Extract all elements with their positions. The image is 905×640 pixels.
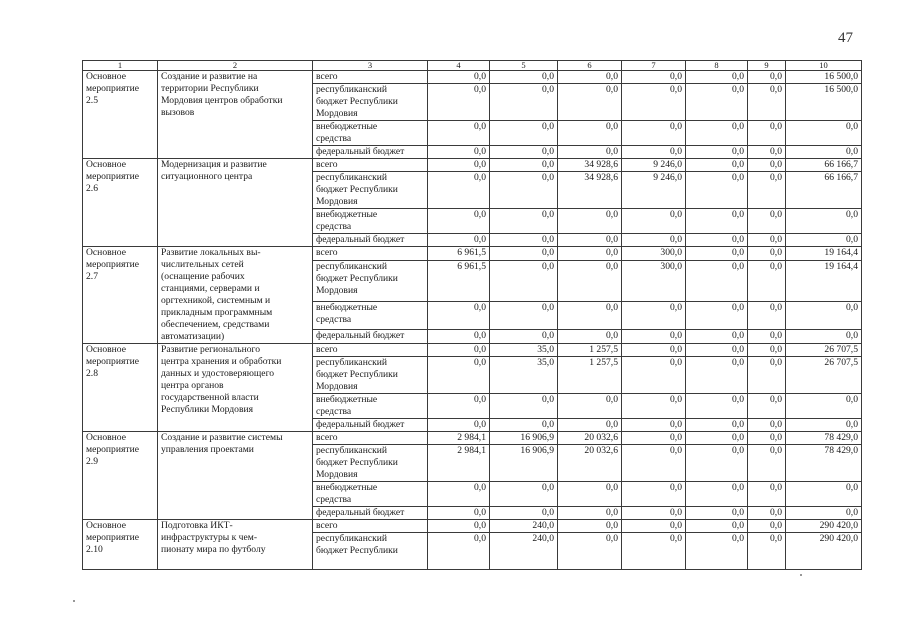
amount-cell: 0,0 (490, 247, 558, 261)
table-row (83, 159, 862, 172)
amount-cell: 0,0 (622, 507, 686, 520)
amount-cell: 0,0 (748, 209, 786, 234)
activity-cell: Основное мероприятие 2.7 (83, 247, 158, 344)
amount-cell: 0,0 (558, 394, 622, 419)
amount-cell: 66 166,7 (786, 159, 862, 172)
amount-cell: 0,0 (428, 482, 490, 507)
amount-cell: 0,0 (786, 419, 862, 432)
amount-cell: 1 257,5 (558, 357, 622, 394)
table-row (83, 344, 862, 357)
amount-cell: 0,0 (622, 482, 686, 507)
funding-source-cell: республиканский бюджет Республики Мордовия (313, 84, 428, 121)
column-number-row (83, 61, 862, 71)
amount-cell: 0,0 (748, 344, 786, 357)
amount-cell: 34 928,6 (558, 172, 622, 209)
amount-cell: 0,0 (558, 209, 622, 234)
amount-cell: 0,0 (748, 520, 786, 533)
amount-cell: 0,0 (558, 146, 622, 159)
amount-cell: 0,0 (428, 71, 490, 84)
amount-cell: 6 961,5 (428, 247, 490, 261)
amount-cell: 0,0 (622, 121, 686, 146)
funding-source-cell: федеральный бюджет (313, 329, 428, 343)
amount-cell: 0,0 (622, 533, 686, 570)
amount-cell: 0,0 (686, 146, 748, 159)
amount-cell: 78 429,0 (786, 445, 862, 482)
amount-cell: 20 032,6 (558, 432, 622, 445)
amount-cell: 0,0 (686, 84, 748, 121)
amount-cell: 0,0 (686, 329, 748, 343)
column-header: 9 (748, 61, 786, 71)
amount-cell: 0,0 (490, 121, 558, 146)
amount-cell: 19 164,4 (786, 261, 862, 302)
amount-cell: 0,0 (428, 302, 490, 330)
amount-cell: 0,0 (558, 247, 622, 261)
amount-cell: 290 420,0 (786, 533, 862, 570)
amount-cell: 0,0 (748, 146, 786, 159)
amount-cell: 0,0 (748, 302, 786, 330)
funding-source-cell: республиканский бюджет Республики Мордовия (313, 172, 428, 209)
amount-cell: 0,0 (428, 520, 490, 533)
amount-cell: 0,0 (558, 482, 622, 507)
amount-cell: 0,0 (686, 419, 748, 432)
amount-cell: 2 984,1 (428, 445, 490, 482)
amount-cell: 19 164,4 (786, 247, 862, 261)
amount-cell: 0,0 (748, 234, 786, 247)
amount-cell: 0,0 (558, 234, 622, 247)
amount-cell: 0,0 (686, 159, 748, 172)
amount-cell: 6 961,5 (428, 261, 490, 302)
amount-cell: 0,0 (786, 209, 862, 234)
scan-speck (800, 574, 802, 576)
amount-cell: 0,0 (490, 302, 558, 330)
funding-source-cell: республиканский бюджет Республики Мордовия (313, 357, 428, 394)
amount-cell: 0,0 (428, 84, 490, 121)
funding-source-cell: всего (313, 520, 428, 533)
amount-cell: 0,0 (686, 71, 748, 84)
amount-cell: 0,0 (748, 533, 786, 570)
amount-cell: 0,0 (428, 209, 490, 234)
amount-cell: 0,0 (428, 419, 490, 432)
table-row (83, 71, 862, 84)
funding-source-cell: республиканский бюджет Республики Мордовия (313, 261, 428, 302)
activity-title-cell: Развитие регионального центра хранения и обработки данных и удостоверяющего центра органов государственной власти Республики Мордовия (158, 344, 313, 432)
amount-cell: 300,0 (622, 247, 686, 261)
amount-cell: 0,0 (686, 302, 748, 330)
amount-cell: 0,0 (748, 445, 786, 482)
amount-cell: 0,0 (490, 507, 558, 520)
amount-cell: 35,0 (490, 344, 558, 357)
amount-cell: 20 032,6 (558, 445, 622, 482)
amount-cell: 0,0 (748, 247, 786, 261)
amount-cell: 16 906,9 (490, 432, 558, 445)
amount-cell: 0,0 (622, 394, 686, 419)
funding-source-cell: всего (313, 159, 428, 172)
amount-cell: 0,0 (686, 357, 748, 394)
amount-cell: 0,0 (490, 329, 558, 343)
amount-cell: 0,0 (490, 234, 558, 247)
amount-cell: 0,0 (786, 329, 862, 343)
amount-cell: 0,0 (686, 520, 748, 533)
amount-cell: 0,0 (490, 146, 558, 159)
activity-title-cell: Создание и развитие системы управления проектами (158, 432, 313, 520)
amount-cell: 66 166,7 (786, 172, 862, 209)
column-header: 6 (558, 61, 622, 71)
amount-cell: 0,0 (558, 261, 622, 302)
amount-cell: 34 928,6 (558, 159, 622, 172)
activity-title-cell: Создание и развитие на территории Республики Мордовия центров обработки вызовов (158, 71, 313, 159)
amount-cell: 0,0 (786, 507, 862, 520)
amount-cell: 0,0 (622, 357, 686, 394)
funding-source-cell: всего (313, 247, 428, 261)
amount-cell: 0,0 (748, 121, 786, 146)
amount-cell: 0,0 (622, 445, 686, 482)
amount-cell: 0,0 (686, 344, 748, 357)
amount-cell: 9 246,0 (622, 172, 686, 209)
amount-cell: 0,0 (622, 84, 686, 121)
amount-cell: 0,0 (786, 121, 862, 146)
amount-cell: 0,0 (428, 507, 490, 520)
amount-cell: 0,0 (748, 432, 786, 445)
amount-cell: 0,0 (786, 482, 862, 507)
activity-cell: Основное мероприятие 2.10 (83, 520, 158, 570)
amount-cell: 16 500,0 (786, 84, 862, 121)
amount-cell: 300,0 (622, 261, 686, 302)
amount-cell: 0,0 (558, 84, 622, 121)
funding-source-cell: внебюджетные средства (313, 209, 428, 234)
amount-cell: 0,0 (748, 172, 786, 209)
column-header: 2 (158, 61, 313, 71)
amount-cell: 0,0 (490, 71, 558, 84)
amount-cell: 0,0 (622, 234, 686, 247)
amount-cell: 2 984,1 (428, 432, 490, 445)
page-number: 47 (838, 30, 853, 46)
amount-cell: 0,0 (786, 302, 862, 330)
funding-source-cell: всего (313, 71, 428, 84)
funding-source-cell: федеральный бюджет (313, 507, 428, 520)
amount-cell: 0,0 (622, 419, 686, 432)
amount-cell: 0,0 (490, 482, 558, 507)
amount-cell: 0,0 (490, 394, 558, 419)
activity-cell: Основное мероприятие 2.5 (83, 71, 158, 159)
amount-cell: 9 246,0 (622, 159, 686, 172)
amount-cell: 0,0 (490, 261, 558, 302)
amount-cell: 0,0 (428, 344, 490, 357)
activity-cell: Основное мероприятие 2.9 (83, 432, 158, 520)
amount-cell: 0,0 (748, 159, 786, 172)
amount-cell: 0,0 (428, 394, 490, 419)
amount-cell: 16 500,0 (786, 71, 862, 84)
amount-cell: 0,0 (686, 234, 748, 247)
amount-cell: 0,0 (748, 357, 786, 394)
amount-cell: 0,0 (622, 432, 686, 445)
scan-speck (73, 600, 75, 602)
amount-cell: 1 257,5 (558, 344, 622, 357)
amount-cell: 0,0 (490, 172, 558, 209)
funding-source-cell: внебюджетные средства (313, 482, 428, 507)
amount-cell: 0,0 (748, 84, 786, 121)
amount-cell: 0,0 (786, 146, 862, 159)
amount-cell: 0,0 (686, 482, 748, 507)
amount-cell: 0,0 (558, 302, 622, 330)
activity-cell: Основное мероприятие 2.8 (83, 344, 158, 432)
amount-cell: 0,0 (686, 172, 748, 209)
amount-cell: 0,0 (490, 159, 558, 172)
amount-cell: 240,0 (490, 533, 558, 570)
amount-cell: 0,0 (558, 507, 622, 520)
activity-title-cell: Развитие локальных вы- числительных сетей (оснащение рабочих станциями, серверами и оргтехникой, системным и прикладным программным обеспечением, средствами автоматизации) (158, 247, 313, 344)
column-header: 5 (490, 61, 558, 71)
column-header: 1 (83, 61, 158, 71)
amount-cell: 0,0 (428, 159, 490, 172)
amount-cell: 0,0 (786, 234, 862, 247)
amount-cell: 0,0 (748, 482, 786, 507)
column-header: 3 (313, 61, 428, 71)
amount-cell: 0,0 (686, 394, 748, 419)
funding-source-cell: всего (313, 432, 428, 445)
amount-cell: 240,0 (490, 520, 558, 533)
activity-cell: Основное мероприятие 2.6 (83, 159, 158, 247)
column-header: 10 (786, 61, 862, 71)
funding-source-cell: внебюджетные средства (313, 302, 428, 330)
amount-cell: 0,0 (748, 394, 786, 419)
table-row (83, 520, 862, 533)
amount-cell: 0,0 (622, 302, 686, 330)
amount-cell: 0,0 (686, 261, 748, 302)
amount-cell: 78 429,0 (786, 432, 862, 445)
table-row (83, 247, 862, 261)
amount-cell: 16 906,9 (490, 445, 558, 482)
column-header: 4 (428, 61, 490, 71)
amount-cell: 0,0 (622, 146, 686, 159)
funding-source-cell: республиканский бюджет Республики Мордовия (313, 445, 428, 482)
amount-cell: 0,0 (686, 247, 748, 261)
amount-cell: 26 707,5 (786, 344, 862, 357)
amount-cell: 0,0 (748, 329, 786, 343)
amount-cell: 0,0 (428, 329, 490, 343)
budget-table-container (82, 60, 861, 570)
amount-cell: 0,0 (490, 84, 558, 121)
activity-title-cell: Модернизация и развитие ситуационного центра (158, 159, 313, 247)
amount-cell: 0,0 (490, 209, 558, 234)
amount-cell: 0,0 (622, 344, 686, 357)
amount-cell: 0,0 (558, 533, 622, 570)
amount-cell: 0,0 (490, 419, 558, 432)
amount-cell: 0,0 (622, 520, 686, 533)
amount-cell: 0,0 (748, 507, 786, 520)
amount-cell: 0,0 (686, 507, 748, 520)
amount-cell: 0,0 (748, 419, 786, 432)
amount-cell: 0,0 (748, 261, 786, 302)
funding-source-cell: внебюджетные средства (313, 394, 428, 419)
amount-cell: 0,0 (428, 234, 490, 247)
amount-cell: 0,0 (686, 209, 748, 234)
funding-source-cell: внебюджетные средства (313, 121, 428, 146)
funding-source-cell: всего (313, 344, 428, 357)
amount-cell: 0,0 (786, 394, 862, 419)
amount-cell: 0,0 (748, 71, 786, 84)
amount-cell: 0,0 (558, 71, 622, 84)
amount-cell: 0,0 (558, 520, 622, 533)
funding-source-cell: федеральный бюджет (313, 419, 428, 432)
amount-cell: 26 707,5 (786, 357, 862, 394)
amount-cell: 0,0 (622, 209, 686, 234)
amount-cell: 0,0 (428, 146, 490, 159)
amount-cell: 0,0 (428, 357, 490, 394)
amount-cell: 0,0 (686, 533, 748, 570)
amount-cell: 0,0 (622, 71, 686, 84)
budget-table (82, 60, 862, 570)
amount-cell: 0,0 (558, 121, 622, 146)
amount-cell: 0,0 (558, 329, 622, 343)
amount-cell: 0,0 (558, 419, 622, 432)
amount-cell: 0,0 (686, 432, 748, 445)
funding-source-cell: федеральный бюджет (313, 146, 428, 159)
funding-source-cell: федеральный бюджет (313, 234, 428, 247)
funding-source-cell: республиканский бюджет Республики (313, 533, 428, 570)
table-row (83, 432, 862, 445)
amount-cell: 0,0 (428, 533, 490, 570)
column-header: 7 (622, 61, 686, 71)
amount-cell: 290 420,0 (786, 520, 862, 533)
amount-cell: 0,0 (428, 172, 490, 209)
activity-title-cell: Подготовка ИКТ- инфраструктуры к чем- пионату мира по футболу (158, 520, 313, 570)
table-body (83, 71, 862, 570)
amount-cell: 0,0 (428, 121, 490, 146)
amount-cell: 35,0 (490, 357, 558, 394)
amount-cell: 0,0 (622, 329, 686, 343)
amount-cell: 0,0 (686, 445, 748, 482)
amount-cell: 0,0 (686, 121, 748, 146)
column-header: 8 (686, 61, 748, 71)
